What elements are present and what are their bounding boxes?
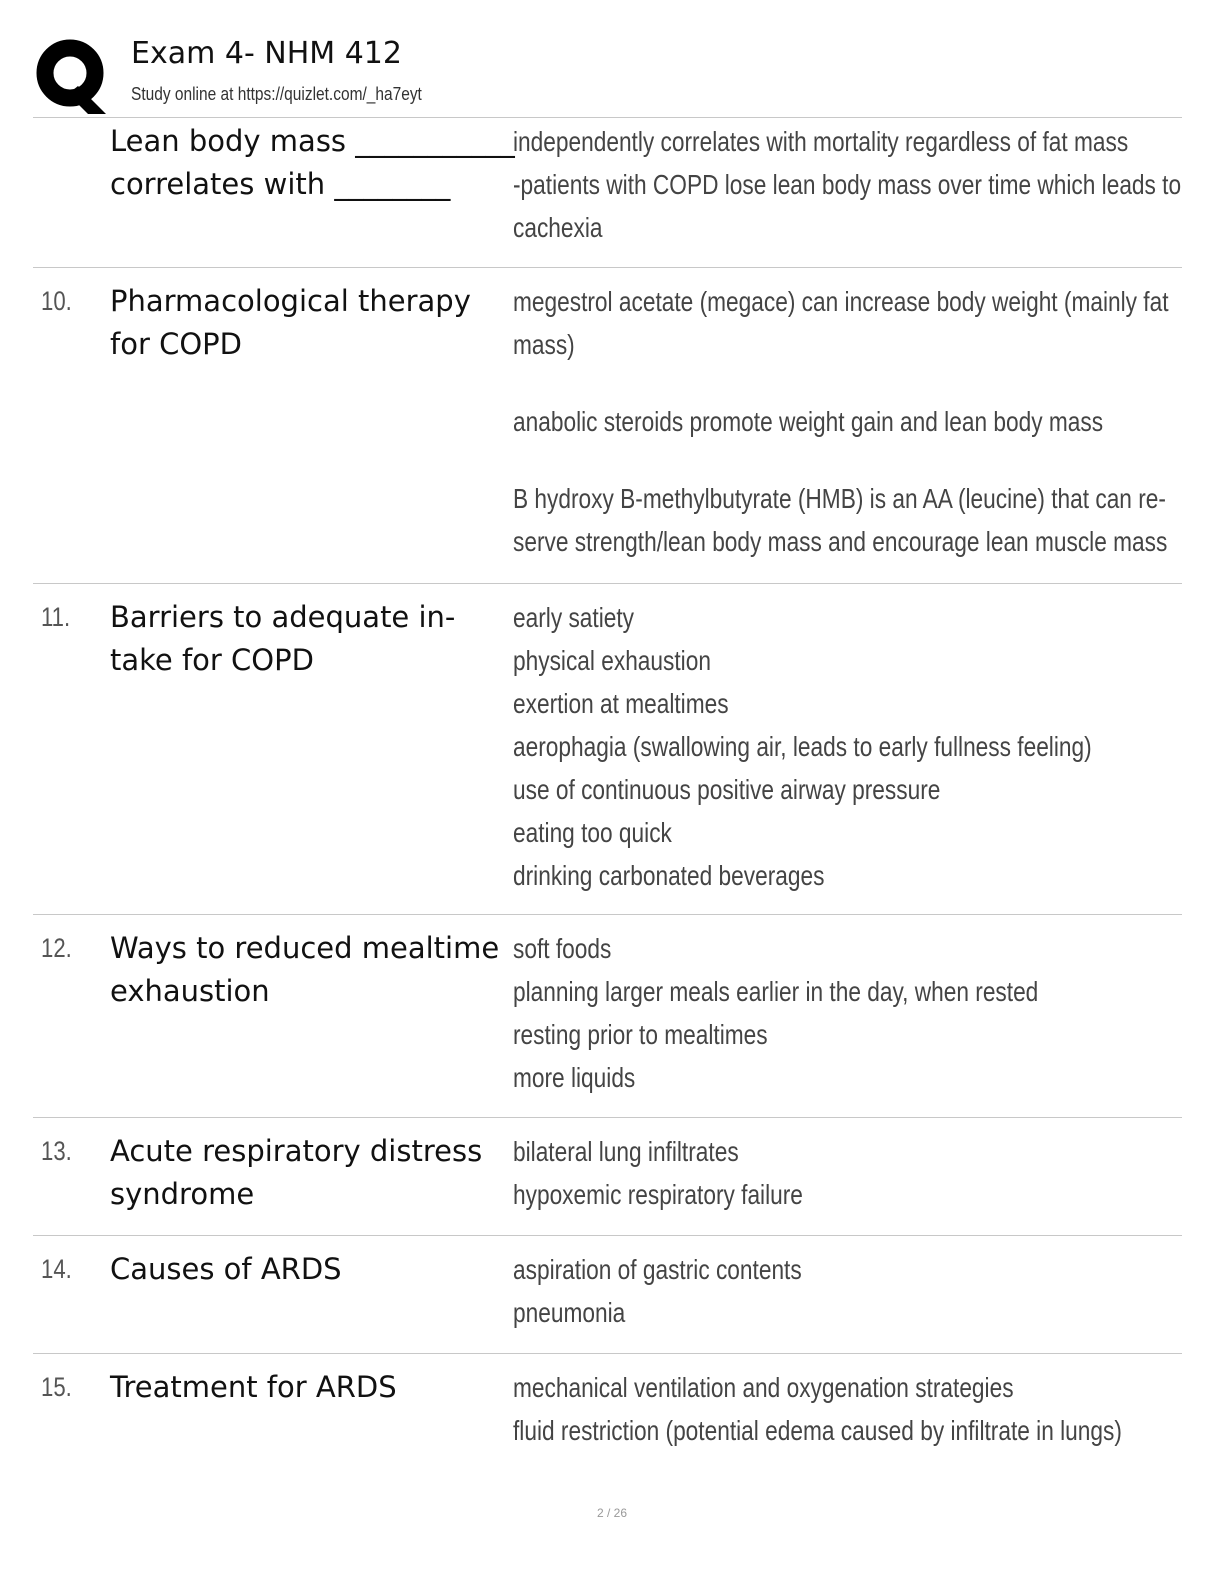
row-divider (33, 267, 1182, 268)
card-number: 15. (41, 1372, 72, 1402)
card-term (110, 927, 510, 1013)
card-term (110, 1130, 510, 1216)
quizlet-logo-icon (34, 36, 112, 114)
definition-line: soft foods (513, 933, 612, 964)
card-definition (513, 1130, 1161, 1216)
definition-line: independently correlates with mortality regardless of fat mass (513, 126, 1129, 157)
row-divider (33, 914, 1182, 915)
definition-line: drinking carbonated beverages (513, 860, 825, 891)
definition-line: bilateral lung infiltrates (513, 1136, 739, 1167)
row-divider (33, 1353, 1182, 1354)
term-line: Lean body mass ___________ (110, 124, 515, 158)
card-term (110, 1366, 510, 1409)
definition-line: -patients with COPD lose lean body mass over time which leads to (513, 169, 1182, 200)
card-number: 10. (41, 286, 72, 316)
card-definition (513, 596, 1161, 897)
definition-line: cachexia (513, 212, 603, 243)
definition-line: anabolic steroids promote weight gain and lean body mass (513, 406, 1104, 437)
term-line: Ways to reduced mealtime (110, 931, 500, 965)
definition-line: physical exhaustion (513, 645, 711, 676)
card-term (110, 120, 515, 206)
term-line: Causes of ARDS (110, 1252, 342, 1286)
card-definition (513, 280, 1169, 563)
term-line: exhaustion (110, 974, 270, 1008)
term-line: take for COPD (110, 643, 314, 677)
definition-line: mechanical ventilation and oxygenation strategies (513, 1372, 1014, 1403)
study-online-link[interactable]: Study online at https://quizlet.com/_ha7eyt (131, 84, 422, 104)
term-line: Barriers to adequate in- (110, 600, 456, 634)
term-line: Pharmacological therapy (110, 284, 471, 318)
card-number: 14. (41, 1254, 72, 1284)
row-divider (33, 1117, 1182, 1118)
definition-line: pneumonia (513, 1297, 626, 1328)
definition-line: planning larger meals earlier in the day, when rested (513, 976, 1039, 1007)
card-term (110, 280, 510, 366)
definition-line: megestrol acetate (megace) can increase body weight (mainly fat (513, 286, 1169, 317)
term-line: for COPD (110, 327, 242, 361)
definition-line: eating too quick (513, 817, 672, 848)
definition-line: early satiety (513, 602, 635, 633)
definition-line: exertion at mealtimes (513, 688, 729, 719)
card-definition (513, 120, 1182, 249)
page-indicator: 2 / 26 (596, 1506, 628, 1520)
term-line: correlates with ________ (110, 167, 451, 201)
definition-line: fluid restriction (potential edema caused by infiltrate in lungs) (513, 1415, 1122, 1446)
definition-line: mass) (513, 329, 575, 360)
definition-line: aspiration of gastric contents (513, 1254, 802, 1285)
definition-line: serve strength/lean body mass and encourage lean muscle mass (513, 526, 1168, 557)
document-title: Exam 4- NHM 412 (131, 36, 402, 71)
term-line: Treatment for ARDS (110, 1370, 397, 1404)
definition-line: hypoxemic respiratory failure (513, 1179, 803, 1210)
row-divider (33, 117, 1182, 118)
card-term (110, 1248, 510, 1291)
definition-line: aerophagia (swallowing air, leads to early fullness feeling) (513, 731, 1092, 762)
definition-line: B hydroxy B-methylbutyrate (HMB) is an AA (leucine) that can re- (513, 483, 1166, 514)
card-definition (513, 927, 1161, 1099)
definition-line: use of continuous positive airway pressure (513, 774, 941, 805)
page-header (34, 34, 1184, 114)
definition-line: resting prior to mealtimes (513, 1019, 768, 1050)
row-divider (33, 583, 1182, 584)
term-line: Acute respiratory distress (110, 1134, 483, 1168)
card-definition (513, 1366, 1161, 1452)
term-line: syndrome (110, 1177, 255, 1211)
card-number: 11. (41, 602, 71, 632)
card-definition (513, 1248, 1161, 1334)
card-term (110, 596, 510, 682)
row-divider (33, 1235, 1182, 1236)
card-number: 12. (41, 933, 72, 963)
definition-line: more liquids (513, 1062, 636, 1093)
card-number: 13. (41, 1136, 72, 1166)
